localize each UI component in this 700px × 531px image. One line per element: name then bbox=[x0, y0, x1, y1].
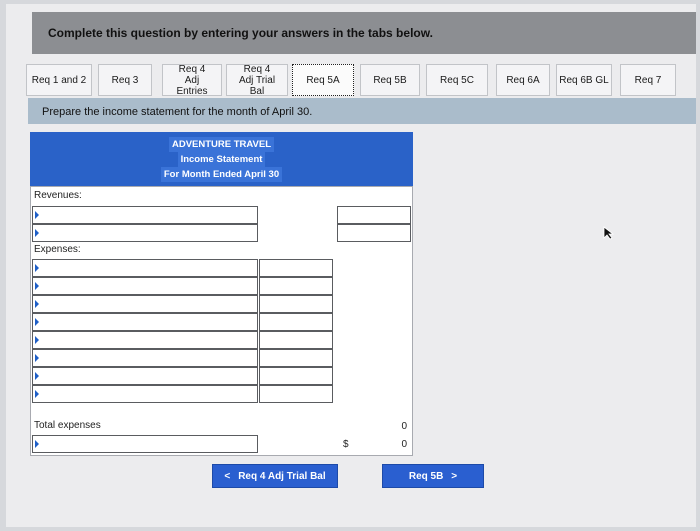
question-banner bbox=[32, 12, 696, 54]
prev-tab-button[interactable] bbox=[212, 464, 338, 488]
banner-text: Complete this question by entering your answers in the tabs below. bbox=[48, 26, 433, 40]
expense-account-input[interactable] bbox=[32, 331, 258, 349]
revenue-account-input[interactable] bbox=[32, 224, 258, 242]
expense-amount-input[interactable] bbox=[259, 331, 333, 349]
net-income-label-input[interactable] bbox=[32, 435, 258, 453]
expense-entry-row bbox=[31, 385, 412, 403]
statement-header bbox=[30, 132, 413, 186]
chevron-left-icon: < bbox=[224, 470, 231, 482]
question-panel bbox=[6, 4, 696, 527]
expense-entry-row bbox=[31, 295, 412, 313]
expense-account-input[interactable] bbox=[32, 277, 258, 295]
tab-req-5a[interactable]: Req 5A bbox=[292, 64, 354, 96]
expense-account-input[interactable] bbox=[32, 313, 258, 331]
revenue-amount-input[interactable] bbox=[337, 224, 411, 242]
next-tab-button[interactable] bbox=[382, 464, 484, 488]
dropdown-marker-icon bbox=[35, 372, 39, 380]
expense-entry-row bbox=[31, 277, 412, 295]
expense-amount-input[interactable] bbox=[259, 313, 333, 331]
expense-entry-row bbox=[31, 313, 412, 331]
tab-req-3[interactable]: Req 3 bbox=[98, 64, 152, 96]
revenue-entry-row bbox=[31, 206, 412, 224]
dropdown-marker-icon bbox=[35, 264, 39, 272]
tab-req-6a[interactable]: Req 6A bbox=[496, 64, 550, 96]
tab-req-5b[interactable]: Req 5B bbox=[360, 64, 420, 96]
revenue-account-input[interactable] bbox=[32, 206, 258, 224]
expense-account-input[interactable] bbox=[32, 259, 258, 277]
expense-amount-input[interactable] bbox=[259, 259, 333, 277]
dropdown-marker-icon bbox=[35, 318, 39, 326]
expense-account-input[interactable] bbox=[32, 295, 258, 313]
dropdown-marker-icon bbox=[35, 440, 39, 448]
net-income-row bbox=[31, 435, 412, 453]
dropdown-marker-icon bbox=[35, 336, 39, 344]
tab-req-6b-gl[interactable]: Req 6B GL bbox=[556, 64, 612, 96]
expense-entry-row bbox=[31, 331, 412, 349]
dropdown-marker-icon bbox=[35, 282, 39, 290]
expense-amount-input[interactable] bbox=[259, 349, 333, 367]
expense-amount-input[interactable] bbox=[259, 277, 333, 295]
dropdown-marker-icon bbox=[35, 354, 39, 362]
statement-period: For Month Ended April 30 bbox=[161, 167, 282, 182]
expense-entry-row bbox=[31, 367, 412, 385]
tab-req-7[interactable]: Req 7 bbox=[620, 64, 676, 96]
tab-label: Req 4 Adj Trial Bal bbox=[238, 63, 276, 97]
currency-symbol: $ bbox=[343, 439, 349, 450]
income-statement-table bbox=[30, 186, 413, 456]
net-income-value: 0 bbox=[401, 439, 407, 450]
expenses-label: Expenses: bbox=[34, 244, 81, 255]
expense-amount-input[interactable] bbox=[259, 295, 333, 313]
instruction-bar bbox=[28, 98, 696, 124]
tab-label: Req 4 Adj Entries bbox=[176, 63, 208, 97]
tab-req-4-adj-entries[interactable] bbox=[162, 64, 222, 96]
chevron-right-icon: > bbox=[451, 470, 458, 482]
total-expenses-value: 0 bbox=[401, 421, 407, 432]
tab-req-4-adj-trial-bal[interactable] bbox=[226, 64, 288, 96]
prev-tab-label: Req 4 Adj Trial Bal bbox=[238, 470, 326, 482]
next-tab-label: Req 5B bbox=[408, 470, 444, 482]
dropdown-marker-icon bbox=[35, 229, 39, 237]
expense-entry-row bbox=[31, 259, 412, 277]
revenues-row bbox=[31, 187, 412, 205]
revenue-entry-row bbox=[31, 224, 412, 242]
company-name: ADVENTURE TRAVEL bbox=[169, 137, 274, 152]
expense-amount-input[interactable] bbox=[259, 385, 333, 403]
expense-amount-input[interactable] bbox=[259, 367, 333, 385]
expense-entry-row bbox=[31, 349, 412, 367]
total-expenses-row bbox=[31, 417, 412, 435]
tab-bar bbox=[26, 64, 696, 96]
tab-req-5c[interactable]: Req 5C bbox=[426, 64, 488, 96]
dropdown-marker-icon bbox=[35, 300, 39, 308]
expense-account-input[interactable] bbox=[32, 385, 258, 403]
dropdown-marker-icon bbox=[35, 211, 39, 219]
dropdown-marker-icon bbox=[35, 390, 39, 398]
expense-account-input[interactable] bbox=[32, 349, 258, 367]
revenues-label: Revenues: bbox=[34, 190, 82, 201]
instruction-text: Prepare the income statement for the month of April 30. bbox=[42, 106, 313, 118]
total-expenses-label: Total expenses bbox=[34, 420, 101, 431]
expense-account-input[interactable] bbox=[32, 367, 258, 385]
expenses-row bbox=[31, 241, 412, 259]
tab-req-1-and-2[interactable]: Req 1 and 2 bbox=[26, 64, 92, 96]
mouse-pointer-icon bbox=[603, 226, 615, 245]
revenue-amount-input[interactable] bbox=[337, 206, 411, 224]
statement-title: Income Statement bbox=[178, 152, 266, 167]
